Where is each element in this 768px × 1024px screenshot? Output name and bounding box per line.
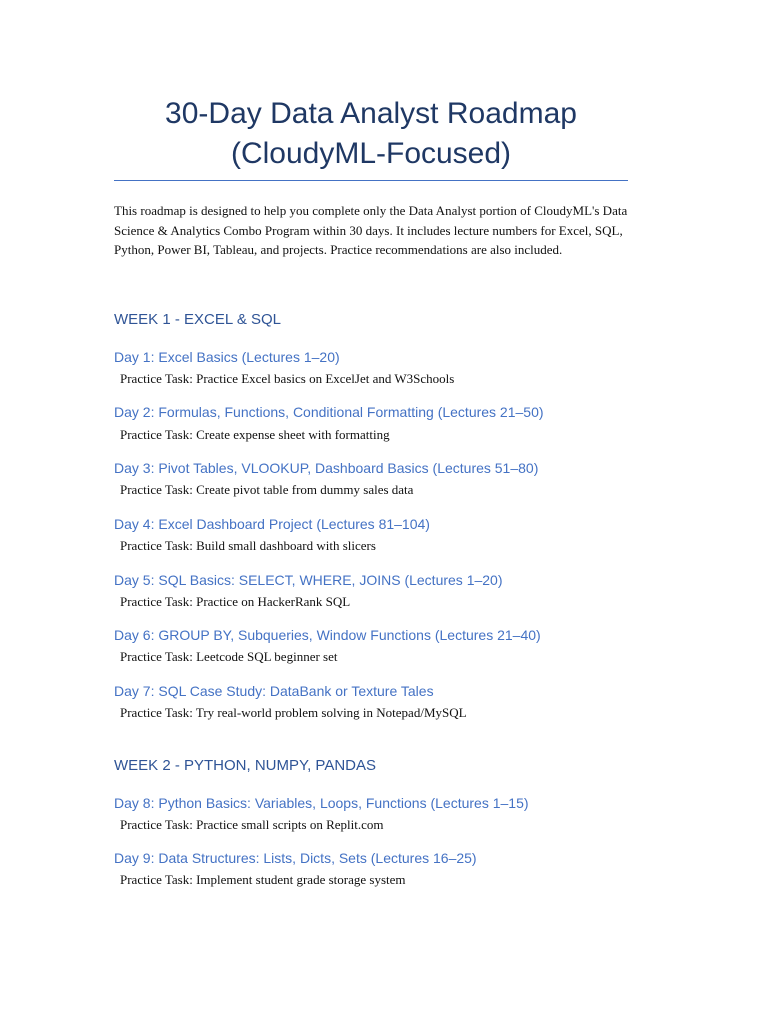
week-1-heading: WEEK 1 - EXCEL & SQL [114,311,281,328]
day-5-task: Practice Task: Practice on HackerRank SQL [120,594,351,609]
day-4-title: Day 4: Excel Dashboard Project (Lectures 81–104) [114,516,430,532]
day-1-title: Day 1: Excel Basics (Lectures 1–20) [114,349,340,365]
day-8-title: Day 8: Python Basics: Variables, Loops, Functions (Lectures 1–15) [114,795,529,811]
document-title [114,94,628,174]
week-2-heading: WEEK 2 - PYTHON, NUMPY, PANDAS [114,757,376,774]
day-5-title: Day 5: SQL Basics: SELECT, WHERE, JOINS (Lectures 1–20) [114,572,503,588]
day-2-task: Practice Task: Create expense sheet with formatting [120,427,390,442]
day-9-title: Day 9: Data Structures: Lists, Dicts, Sets (Lectures 16–25) [114,850,477,866]
title-divider [114,180,628,181]
intro-paragraph: This roadmap is designed to help you complete only the Data Analyst portion of CloudyML's Data Science & Analytics Combo Program within 30 days. It includes lecture numbers for Excel, SQL, Python, Power BI, Tableau, and projects. Practice recommendations are also included. [114,203,628,258]
day-7-task: Practice Task: Try real-world problem solving in Notepad/MySQL [120,705,467,720]
day-7-title: Day 7: SQL Case Study: DataBank or Texture Tales [114,683,434,699]
day-3-title: Day 3: Pivot Tables, VLOOKUP, Dashboard Basics (Lectures 51–80) [114,460,539,476]
title-line-2: (CloudyML-Focused) [230,137,512,170]
day-6-title: Day 6: GROUP BY, Subqueries, Window Functions (Lectures 21–40) [114,627,541,643]
day-1-task: Practice Task: Practice Excel basics on ExcelJet and W3Schools [120,371,455,386]
day-2-title: Day 2: Formulas, Functions, Conditional Formatting (Lectures 21–50) [114,404,544,420]
day-4-task: Practice Task: Build small dashboard with slicers [120,538,376,553]
day-6-task: Practice Task: Leetcode SQL beginner set [120,649,338,664]
title-line-1: 30-Day Data Analyst Roadmap [165,97,577,130]
day-9-task: Practice Task: Implement student grade storage system [120,872,406,887]
day-3-task: Practice Task: Create pivot table from dummy sales data [120,482,414,497]
day-8-task: Practice Task: Practice small scripts on Replit.com [120,817,384,832]
